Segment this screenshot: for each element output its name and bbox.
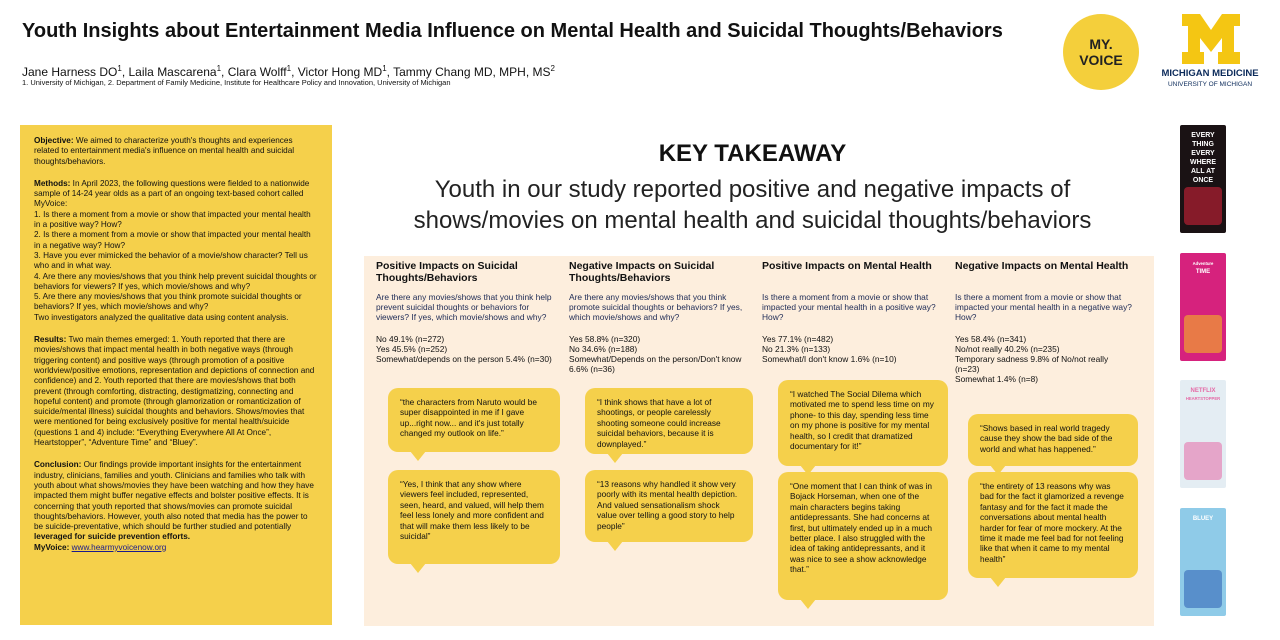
michigan-medicine-logo: MICHIGAN MEDICINE UNIVERSITY OF MICHIGAN (1160, 14, 1260, 94)
column-heading: Negative Impacts on Suicidal Thoughts/Behaviors (569, 260, 715, 284)
cover-title-text: EVERY (1191, 132, 1215, 139)
bluey-cover (1180, 508, 1226, 616)
column-stat: No 49.1% (n=272) (376, 334, 445, 344)
affiliations: 1. University of Michigan, 2. Department of Family Medicine, Institute for Healthcare Policy and Innovation, University of Michigan (22, 78, 451, 87)
conclusion-section: Conclusion: Our findings provide important insights for the entertainment industry, clinicians, families and youth. Clinicians and families who talk with youth about what shows/movies they have been watching and how they have impacted them might buffer negative effects and bolster positive effects. It is concerning that youth reported that shows/movies can promote suicidal thoughts/behaviors. However, youth also noted that media has the power to be suicide-preventative, which should be further studied and potentially leveraged for suicide prevention efforts. (34, 460, 314, 542)
cover-title-text: BLUEY (1192, 516, 1214, 522)
author-name: Laila Mascarena (128, 65, 217, 79)
cover-title-text: NETFLIX (1190, 388, 1216, 394)
cover-artwork (1184, 187, 1222, 225)
quote-bubble: “Shows based in real world tragedy cause they show the bad side of the world and what has happened.” (968, 414, 1138, 466)
methods-item: 4. Are there any movies/shows that you think help prevent suicidal thoughts or behaviors for viewers? If yes, which movie/shows and why? (34, 271, 317, 291)
column-heading: Positive Impacts on Mental Health (762, 260, 932, 272)
column-stat: Somewhat/depends on the person 5.4% (n=30) (376, 354, 552, 364)
column-stat: Yes 58.4% (n=341) (955, 334, 1027, 344)
methods-item: Two investigators analyzed the qualitative data using content analysis. (34, 312, 289, 322)
cover-artwork (1184, 570, 1222, 608)
column-question: Are there any movies/shows that you think promote suicidal thoughts or behaviors? If yes, which movie/shows and why? (569, 292, 743, 322)
column-stat: Somewhat/Depends on the person/Don't know 6.6% (n=36) (569, 354, 742, 374)
methods-item: 2. Is there a moment from a movie or show that impacted your mental health in a negative way? How? (34, 230, 311, 250)
author-name: Clara Wolff (227, 65, 287, 79)
methods-section: Methods: In April 2023, the following questions were fielded to a nationwide sample of 14-24 year olds as a part of an ongoing text-based cohort called MyVoice: (34, 178, 310, 209)
cover-title-text: WHERE (1189, 159, 1217, 166)
column-stat: Somewhat/I don't know 1.6% (n=10) (762, 354, 897, 364)
block-m-icon (1182, 14, 1240, 64)
author-name: Tammy Chang MD, MPH, MS (393, 65, 551, 79)
cover-title-text: THING (1192, 141, 1214, 148)
author-list: Jane Harness $DO^1$, Laila Mascarena$^1$, Clara Wolff$^1$, Victor Hong $MD^1$, Tammy Chang MD, MPH, $MS^2$ (22, 64, 555, 79)
column-heading: Positive Impacts on Suicidal Thoughts/Behaviors (376, 260, 518, 284)
methods-item: 5. Are there any movies/shows that you think promote suicidal thoughts or behaviors? If yes, which movie/shows and why? (34, 292, 302, 312)
column-stat: Yes 58.8% (n=320) (569, 334, 641, 344)
column-stat: No 34.6% (n=188) (569, 344, 638, 354)
methods-item: 3. Have you ever mimicked the behavior of a movie/show character? Tell us who and in what way. (34, 250, 308, 271)
author-name: Jane Harness DO (22, 65, 118, 79)
column-heading: Negative Impacts on Mental Health (955, 260, 1129, 272)
quote-bubble: “Yes, I think that any show where viewers feel included, represented, seen, heard, and valued, will help them feel less lonely and more confident and that will make them less likely to be suicidal” (388, 470, 560, 564)
quote-bubble: “I watched The Social Dilema which motivated me to spend less time on my phone- to this day, spending less time on my phone is positive for my mental health, so I credit that dramatized documentary for it!” (778, 380, 948, 466)
quote-bubble: “One moment that I can think of was in Bojack Horseman, when one of the main characters begins taking antidepressants. She had concerns at first, but ultimately ended up in a much better place. I also struggled with the idea of taking antidepressants, and it was nice to see a show acknowledge that.” (778, 472, 948, 600)
quote-bubble: “the characters from Naruto would be super disappointed in me if I gave up...right now... and it's just totally changed my outlook on life.” (388, 388, 560, 452)
myvoice-website: MyVoice: www.hearmyvoicenow.org (34, 542, 167, 552)
column-stat: No/not really 40.2% (n=235) (955, 344, 1060, 354)
column-stat: Somewhat 1.4% (n=8) (955, 374, 1039, 384)
column-question: Are there any movies/shows that you think help prevent suicidal thoughts or behaviors for viewers? If yes, which movie/shows and why? (376, 292, 552, 322)
key-takeaway-heading: KEY TAKEAWAY (658, 140, 847, 167)
cover-title-text: EVERY (1191, 150, 1215, 157)
heartstopper-cover (1180, 380, 1226, 488)
quote-bubble: “the entirety of 13 reasons why was bad for the fact it glamorized a revenge fantasy and for the fact it made the conversations about mental health harder for fear of more mockery. At the time it made me feel bad for not feeling like that when it came to my mental health” (968, 472, 1138, 578)
column-question: Is there a moment from a movie or show that impacted your mental health in a negative way? How? (955, 292, 1132, 322)
column-stat: No 21.3% (n=133) (762, 344, 831, 354)
poster-image (1180, 380, 1226, 488)
column-stat: Yes 45.5% (n=252) (376, 344, 448, 354)
author-name: Victor Hong MD (297, 65, 383, 79)
poster-image (1180, 125, 1226, 233)
cover-title-text: Adventure (1192, 261, 1214, 266)
cover-title-text: ONCE (1192, 177, 1214, 184)
column-question: Is there a moment from a movie or show that impacted your mental health in a positive way? How? (762, 292, 936, 322)
results-section: Results: Two main themes emerged: 1. Youth reported that there are movies/shows that impact mental health in both negative ways (through triggering content) and positive ways (through promotion of a positive worldview/positive emotions, representation and depictions of connection and confidence) and 2. Youth reported that there are movies/shows that both prevent (through comforting, distracting, destigmatizing, connecting and hopeful content) and promote (through glamorization or romanticization of suicide/mental illness) suicidal thoughts and behaviors. Shows/movies that were mentioned for being exclusively positive for mental health/suicide (questions 1 and 4) include: “Everything Everywhere All At Once”, Heartstopper”, “Adventure Time” and “Bluey”. (34, 335, 315, 448)
cover-artwork (1184, 442, 1222, 480)
adventure-time-cover (1180, 253, 1226, 361)
column-stat: Yes 77.1% (n=482) (762, 334, 834, 344)
cover-artwork (1184, 315, 1222, 353)
poster-title: Youth Insights about Entertainment Media Influence on Mental Health and Suicidal Thoughts/Behaviors (22, 20, 1003, 42)
methods-item: 1. Is there a moment from a movie or show that impacted your mental health in a positive way? How? (34, 209, 311, 230)
poster-image (1180, 508, 1226, 616)
objective-section: Objective: We aimed to characterize youth's thoughts and experiences related to entertainment media's influence on mental health and suicidal thoughts/behaviors. (34, 136, 295, 166)
key-takeaway-text: Youth in our study reported positive and negative impacts of shows/movies on mental health and suicidal thoughts/behaviors (413, 176, 1092, 234)
myvoice-link[interactable]: www.hearmyvoicenow.org (71, 542, 167, 552)
cover-title-text: ALL AT (1191, 168, 1215, 175)
column-stat: Temporary sadness 9.8% of No/not really (n=23) (955, 354, 1109, 374)
quote-bubble: “I think shows that have a lot of shootings, or people carelessly shooting someone could increase suicidal behaviors, because it is downplayed.” (585, 388, 753, 454)
cover-title-text: HEARTSTOPPER (1185, 396, 1221, 401)
everything-everywhere-cover (1180, 125, 1226, 233)
poster-image (1180, 253, 1226, 361)
cover-title-text: TIME (1195, 269, 1211, 275)
quote-bubble: “13 reasons why handled it show very poorly with its mental health depiction. And valued sensationalism shock value over telling a good story to help people” (585, 470, 753, 542)
summary-panel (20, 125, 332, 625)
myvoice-logo: MY. VOICE (1063, 14, 1139, 90)
